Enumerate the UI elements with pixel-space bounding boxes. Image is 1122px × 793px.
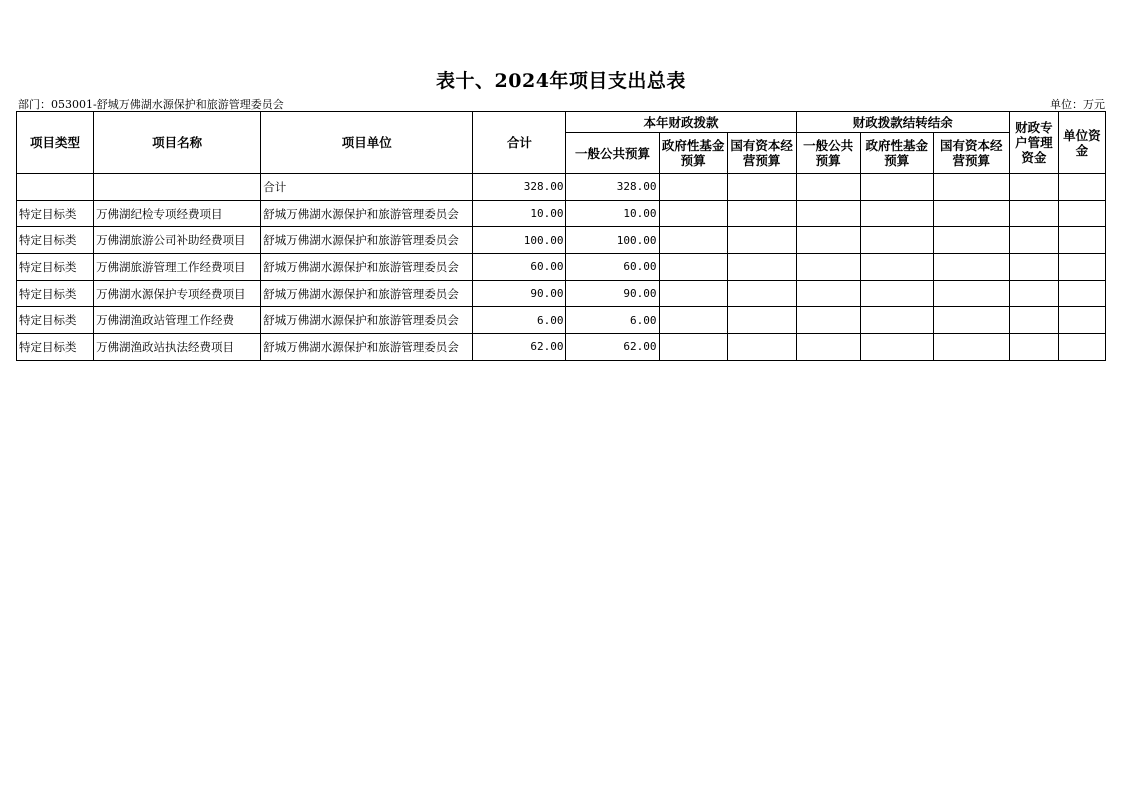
header-gov-fund: 政府性基金预算	[659, 133, 727, 174]
header-state-capital: 国有资本经营预算	[727, 133, 796, 174]
department-label: 部门：053001-舒城万佛湖水源保护和旅游管理委员会	[18, 98, 284, 111]
cell-empty	[796, 334, 860, 361]
cell-empty	[659, 227, 727, 254]
cell-project-unit: 舒城万佛湖水源保护和旅游管理委员会	[261, 307, 473, 334]
cell-general-public: 60.00	[566, 254, 659, 281]
cell-total: 328.00	[473, 174, 566, 201]
cell-empty	[659, 200, 727, 227]
header-total: 合计	[473, 112, 566, 174]
cell-empty	[1009, 200, 1058, 227]
cell-empty	[933, 280, 1009, 307]
cell-project-name: 万佛湖水源保护专项经费项目	[94, 280, 261, 307]
cell-empty	[1058, 307, 1105, 334]
cell-empty	[860, 227, 933, 254]
cell-empty	[659, 334, 727, 361]
cell-project-type: 特定目标类	[17, 200, 94, 227]
cell-empty	[933, 254, 1009, 281]
cell-empty	[796, 200, 860, 227]
cell-empty	[860, 200, 933, 227]
cell-empty	[860, 174, 933, 201]
cell-empty	[860, 254, 933, 281]
cell-project-unit: 舒城万佛湖水源保护和旅游管理委员会	[261, 227, 473, 254]
cell-empty	[933, 334, 1009, 361]
cell-empty	[727, 254, 796, 281]
cell-empty	[1009, 280, 1058, 307]
header-carry-gov-fund: 政府性基金预算	[860, 133, 933, 174]
cell-project-type: 特定目标类	[17, 254, 94, 281]
page-title: 表十、2024年项目支出总表	[436, 70, 686, 92]
header-carry-general-public: 一般公共预算	[796, 133, 860, 174]
cell-general-public: 90.00	[566, 280, 659, 307]
cell-project-unit: 合计	[261, 174, 473, 201]
cell-project-name: 万佛湖纪检专项经费项目	[94, 200, 261, 227]
table-row	[17, 174, 1106, 201]
cell-empty	[796, 280, 860, 307]
cell-empty	[1009, 174, 1058, 201]
cell-project-type: 特定目标类	[17, 280, 94, 307]
cell-empty	[933, 174, 1009, 201]
cell-empty	[727, 200, 796, 227]
table-row	[17, 307, 1106, 334]
cell-total: 62.00	[473, 334, 566, 361]
cell-project-name: 万佛湖旅游公司补助经费项目	[94, 227, 261, 254]
cell-empty	[1009, 227, 1058, 254]
header-carry-state-capital: 国有资本经营预算	[933, 133, 1009, 174]
header-special-fund: 财政专户管理资金	[1009, 112, 1058, 174]
cell-project-unit: 舒城万佛湖水源保护和旅游管理委员会	[261, 280, 473, 307]
cell-empty	[860, 334, 933, 361]
unit-label: 单位：万元	[1050, 98, 1105, 111]
header-project-type: 项目类型	[17, 112, 94, 174]
cell-empty	[1058, 200, 1105, 227]
cell-empty	[796, 227, 860, 254]
cell-empty	[860, 280, 933, 307]
cell-general-public: 328.00	[566, 174, 659, 201]
header-project-name: 项目名称	[94, 112, 261, 174]
cell-empty	[727, 280, 796, 307]
cell-project-type	[17, 174, 94, 201]
cell-empty	[1058, 280, 1105, 307]
cell-empty	[796, 307, 860, 334]
cell-total: 60.00	[473, 254, 566, 281]
cell-empty	[659, 307, 727, 334]
table-row	[17, 280, 1106, 307]
cell-total: 100.00	[473, 227, 566, 254]
header-unit-fund: 单位资金	[1058, 112, 1105, 174]
header-project-unit: 项目单位	[261, 112, 473, 174]
cell-empty	[1058, 334, 1105, 361]
cell-empty	[1058, 254, 1105, 281]
header-general-public: 一般公共预算	[566, 133, 659, 174]
header-carryover-group: 财政拨款结转结余	[796, 112, 1009, 133]
table-row	[17, 200, 1106, 227]
cell-project-unit: 舒城万佛湖水源保护和旅游管理委员会	[261, 254, 473, 281]
header-current-year-group: 本年财政拨款	[566, 112, 796, 133]
cell-empty	[860, 307, 933, 334]
cell-general-public: 10.00	[566, 200, 659, 227]
cell-empty	[1009, 254, 1058, 281]
cell-project-unit: 舒城万佛湖水源保护和旅游管理委员会	[261, 334, 473, 361]
cell-project-name	[94, 174, 261, 201]
cell-project-type: 特定目标类	[17, 334, 94, 361]
table-row	[17, 254, 1106, 281]
cell-empty	[727, 334, 796, 361]
cell-empty	[796, 254, 860, 281]
cell-empty	[1009, 307, 1058, 334]
cell-total: 10.00	[473, 200, 566, 227]
table-row	[17, 334, 1106, 361]
table-row	[17, 227, 1106, 254]
cell-empty	[659, 174, 727, 201]
cell-total: 90.00	[473, 280, 566, 307]
cell-general-public: 6.00	[566, 307, 659, 334]
cell-general-public: 62.00	[566, 334, 659, 361]
cell-empty	[1058, 174, 1105, 201]
cell-empty	[933, 200, 1009, 227]
project-expenditure-table	[16, 111, 1106, 361]
cell-empty	[933, 307, 1009, 334]
cell-project-name: 万佛湖渔政站执法经费项目	[94, 334, 261, 361]
cell-project-name: 万佛湖旅游管理工作经费项目	[94, 254, 261, 281]
cell-empty	[727, 227, 796, 254]
cell-empty	[659, 254, 727, 281]
cell-empty	[1009, 334, 1058, 361]
cell-project-name: 万佛湖渔政站管理工作经费	[94, 307, 261, 334]
cell-project-type: 特定目标类	[17, 307, 94, 334]
cell-project-unit: 舒城万佛湖水源保护和旅游管理委员会	[261, 200, 473, 227]
cell-empty	[796, 174, 860, 201]
cell-general-public: 100.00	[566, 227, 659, 254]
cell-empty	[727, 307, 796, 334]
cell-empty	[1058, 227, 1105, 254]
cell-total: 6.00	[473, 307, 566, 334]
cell-project-type: 特定目标类	[17, 227, 94, 254]
cell-empty	[727, 174, 796, 201]
cell-empty	[659, 280, 727, 307]
cell-empty	[933, 227, 1009, 254]
